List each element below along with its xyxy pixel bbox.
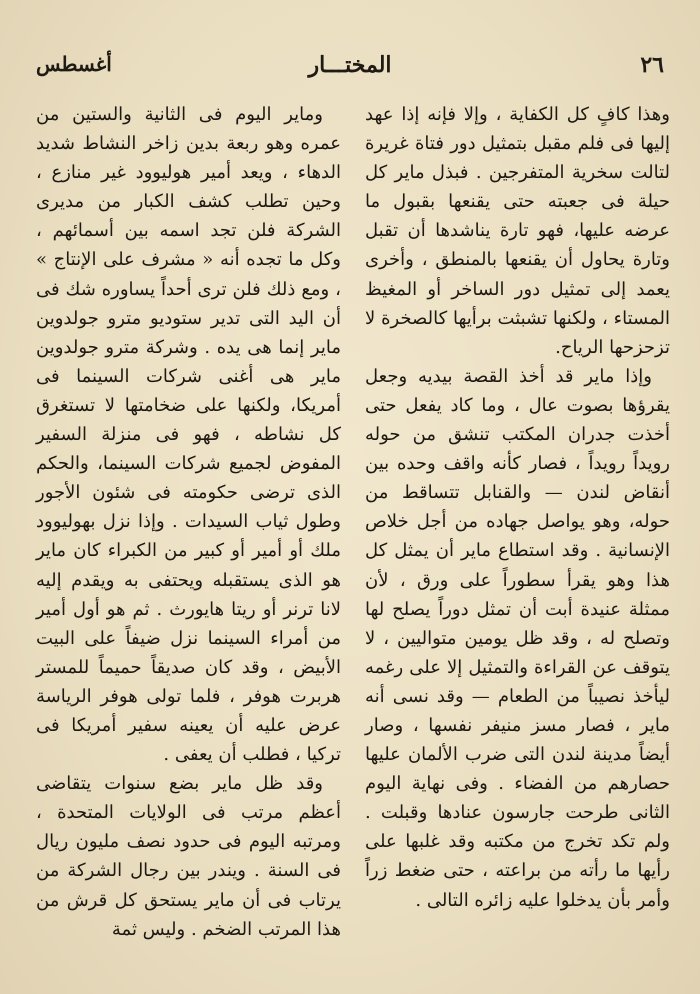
right-column: [365, 100, 670, 910]
text-columns: [36, 100, 670, 940]
left-column: [36, 100, 341, 940]
issue-month: أغسطس: [36, 52, 112, 76]
paragraph: وهذا كافٍ كل الكفاية ، وإلا فإنه إذا عهد إليها فى فلم مقبل بتمثيل دور فتاة غريرة لتالت سخرية المتفرجين . فبذل ماير كل حيلة فى جعبته حتى يقنعها بقبول ما عرضه عليها، فهو تارة يناشدها أن تقبل وتارة يحاول أن يقنعها بالمنطق ، وأخرى يعمد إلى تمثيل دور الساخر أو المغيظ المستاء ، ولكنها تشبثت برأيها كالصخرة لا تزحزحها الرياح.: [365, 104, 670, 358]
paragraph: وقد ظل ماير بضع سنوات يتقاضى أعظم مرتب فى الولايات المتحدة ، ومرتبه اليوم فى حدود نصف مليون ريال فى السنة . ويندر بين رجال الشركة من يرتاب فى أن ماير يستحق كل قرش من هذا المرتب الضخم . وليس ثمة: [36, 773, 341, 940]
magazine-title: المختـــار: [308, 52, 392, 78]
paragraph: وإذا ماير قد أخذ القصة بيديه وجعل يقرؤها بصوت عال ، وما كاد يفعل حتى أخذت جدران المكتب تنشق من حوله رويداً رويداً ، فصار كأنه واقف وحده بين أنقاض لندن — والقنابل تتساقط من حوله، وهو يواصل جهاده من أجل خلاص الإنسانية . وقد استطاع ماير أن يمثل كل هذا وهو يقرأ سطوراً على ورق ، لأن ممثلة عنيدة أبت أن تمثل دوراً يصلح لها وتصلح له ، وقد ظل يومين متواليين ، لا يتوقف عن القراءة والتمثيل إلا على رغمه ليأخذ نصيباً من الطعام — وقد نسى أنه ماير ، فصار مسز منيفر نفسها ، وصار أيضاً مدينة لندن التى ضرب الألمان عليها حصارهم من الفضاء . وفى نهاية اليوم الثانى طرحت جارسون عنادها وقبلت . ولم تكد تخرج من مكتبه وقد غلبها على رأيها ما رأته من براعته ، حتى ضغط زراً وأمر بأن يدخلوا عليه زائره التالى .: [365, 365, 670, 911]
paragraph: وماير اليوم فى الثانية والستين من عمره وهو ربعة بدين زاخر النشاط شديد الدهاء ، ويعد أمير هوليوود غير منازع ، وحين تطلب كشف الكبار من مديرى الشركة فلن تجد اسمه بين أسمائهم ، وكل ما تجده أنه « مشرف على الإنتاج » ، ومع ذلك فلن ترى أحداً يساوره شك فى أن اليد التى تدير ستوديو مترو جولدوين ماير إنما هى يده . وشركة مترو جولدوين ماير هى أغنى شركات السينما فى أمريكا، ولكنها على ضخامتها لا تستغرق كل نشاطه ، فهو فى منزلة السفير المفوض لجميع شركات السينما، والحكم الذى ترضى حكومته فى شئون الأجور وطول ثياب السيدات . وإذا نزل بهوليوود ملك أو أمير أو كبير من الكبراء كان ماير هو الذى يستقبله ويحتفى به ويقدم إليه لانا ترنر أو ريتا هايورث . ثم هو أول أمير من أمراء السينما نزل ضيفاً على البيت الأبيض ، وقد كان صديقاً حميماً للمستر هربرت هوفر ، فلما تولى هوفر الرياسة عرض عليه أن يعينه سفير أمريكا فى تركيا ، فطلب أن يعفى .: [36, 104, 341, 766]
page-number: ٢٦: [640, 52, 664, 78]
page-header: [36, 52, 664, 92]
